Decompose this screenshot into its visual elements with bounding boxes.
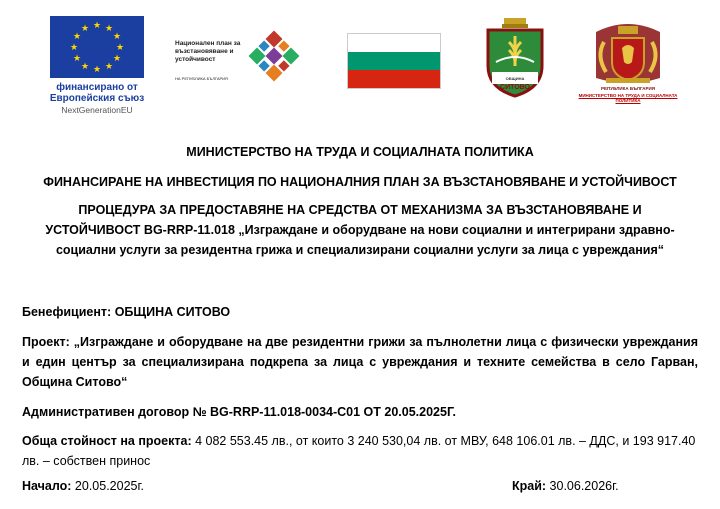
project-description — [22, 332, 698, 392]
beneficiary-text: Бенефициент: ОБЩИНА СИТОВО — [22, 305, 231, 319]
coat-of-arms-icon — [566, 22, 690, 86]
recovery-plan-emblem-icon — [245, 22, 303, 90]
project-end — [512, 476, 702, 496]
project-label: Проект — [22, 335, 66, 349]
project-text: : „Изграждане и оборудване на две резидентни грижи за пълнолетни лица с физически увреждания и един център за специализирана подкрепа за лица с увреждания и техните семейства в село Гарван, Община Ситово“ — [22, 335, 698, 389]
eu-caption-line1: финансирано от — [56, 82, 138, 93]
plan-title: Национален план за възстановяване и устойчивост — [175, 40, 241, 63]
start-label: Начало: — [22, 479, 72, 493]
ministry-caption-name: МИНИСТЕРСТВО НА ТРУДА И СОЦИАЛНАТА ПОЛИТИКА — [578, 93, 678, 103]
cost-text: 4 082 553.45 лв., от които 3 240 530,04 лв. от МВУ, 648 106.01 лв. – ДДС, и 193 917.40 лв. – собствен принос — [22, 434, 696, 468]
bulgarian-flag-icon — [347, 33, 441, 89]
project-cost — [22, 431, 698, 471]
municipality-caption: ОБЩИНА — [505, 76, 525, 81]
contract-text: Административен договор № BG-RRP-11.018-0034-C01 ОТ 20.05.2025Г. — [22, 405, 456, 419]
eu-flag-icon: ★ ★ ★ ★ ★ ★ ★ ★ ★ ★ ★ ★ — [50, 16, 144, 78]
logo-bar — [0, 0, 720, 130]
beneficiary — [22, 302, 698, 322]
heading-financing: ФИНАНСИРАНЕ НА ИНВЕСТИЦИЯ ПО НАЦИОНАЛНИЯ ПЛАН ЗА ВЪЗСТАНОВЯВАНЕ И УСТОЙЧИВОСТ — [43, 175, 677, 189]
start-value: 20.05.2025г. — [71, 479, 144, 493]
end-value: 30.06.2026г. — [546, 479, 619, 493]
eu-logo — [47, 16, 147, 124]
ministry-coat-of-arms — [566, 22, 690, 104]
ministry-caption-country: РЕПУБЛИКА БЪЛГАРИЯ — [601, 86, 655, 91]
eu-caption-line2: Европейския съюз — [49, 93, 145, 104]
sitovo-municipality-crest — [482, 18, 548, 98]
end-label: Край: — [512, 479, 547, 493]
heading-ministry: МИНИСТЕРСТВО НА ТРУДА И СОЦИАЛНАТА ПОЛИТИКА — [186, 145, 534, 159]
plan-subtitle: НА РЕПУБЛИКА БЪЛГАРИЯ — [175, 76, 228, 81]
cost-label: Обща стойност на проекта: — [22, 434, 192, 448]
recovery-plan-logo — [175, 12, 303, 112]
contract-info — [22, 402, 698, 422]
heading-procedure: ПРОЦЕДУРА ЗА ПРЕДОСТАВЯНЕ НА СРЕДСТВА ОТ МЕХАНИЗМА ЗА ВЪЗСТАНОВЯВАНЕ И УСТОЙЧИВОСТ BG-RRP-11.018 „Изграждане и оборудване на нови социални и интегрирани здравно-социални услуги за резидентна грижа и специализирани социални услуги за лица с увреждания“ — [45, 203, 675, 257]
eu-caption-line3: NextGenerationEU — [61, 105, 133, 115]
municipality-name: СИТОВО — [500, 84, 530, 91]
